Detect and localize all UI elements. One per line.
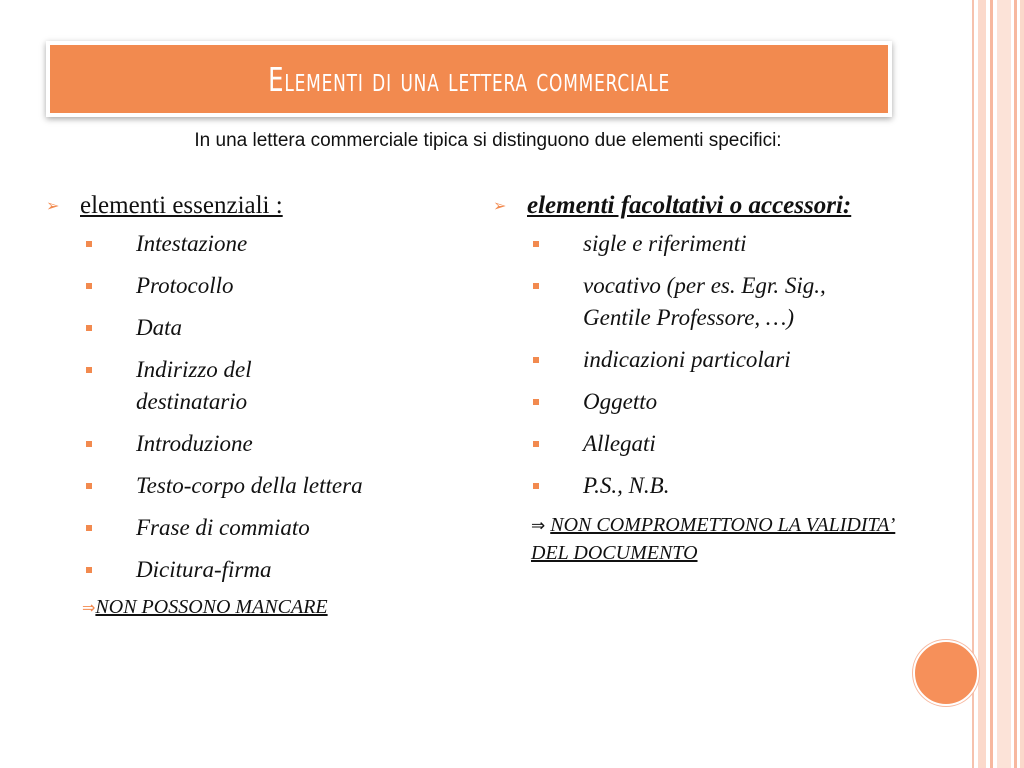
optional-elements-column — [493, 190, 896, 567]
list-item — [493, 470, 893, 502]
stripe — [1020, 0, 1024, 768]
square-bullet-icon — [86, 567, 92, 573]
list-item — [46, 512, 456, 544]
list-item — [46, 270, 456, 302]
optional-heading: elementi facoltativi o accessori: — [527, 192, 852, 219]
list-item — [493, 228, 893, 260]
list-item-text: sigle e riferimenti — [583, 231, 747, 256]
square-bullet-icon — [533, 483, 539, 489]
square-bullet-icon — [86, 283, 92, 289]
list-item-text: P.S., N.B. — [583, 473, 670, 498]
square-bullet-icon — [533, 283, 539, 289]
list-item — [493, 428, 893, 460]
list-item-text: Testo-corpo della lettera — [136, 473, 363, 498]
slide-title: Elementi di una lettera commerciale — [268, 59, 670, 99]
slide-subtitle: In una lettera commerciale tipica si distinguono due elementi specifici: — [194, 130, 782, 151]
square-bullet-icon — [86, 441, 92, 447]
optional-note — [531, 512, 911, 567]
implies-arrow-icon: ⇒ — [531, 516, 546, 536]
square-bullet-icon — [86, 525, 92, 531]
list-item — [493, 386, 893, 418]
square-bullet-icon — [86, 367, 92, 373]
essential-note-text: NON POSSONO MANCARE — [95, 596, 328, 618]
essential-heading: elementi essenziali : — [80, 192, 283, 219]
implies-arrow-icon: ⇒ — [82, 598, 96, 617]
arrow-bullet-icon: ➢ — [493, 196, 507, 215]
list-item — [493, 270, 893, 334]
list-item-text: Indirizzo del destinatario — [136, 357, 252, 414]
decorative-stripes — [972, 0, 1024, 768]
list-item-text: indicazioni particolari — [583, 347, 791, 372]
list-item-text: Oggetto — [583, 389, 658, 414]
list-item — [46, 428, 456, 460]
stripe — [978, 0, 986, 768]
list-item-text: Dicitura-firma — [136, 557, 272, 582]
list-item — [46, 354, 456, 418]
stripe — [1014, 0, 1017, 768]
list-item — [46, 554, 456, 586]
list-item-text: Intestazione — [136, 231, 248, 256]
optional-list — [493, 228, 893, 502]
list-item-text: vocativo (per es. Egr. Sig., Gentile Professore, …) — [583, 273, 826, 330]
square-bullet-icon — [86, 483, 92, 489]
list-item-text: Allegati — [583, 431, 656, 456]
essential-heading-row — [46, 190, 456, 222]
square-bullet-icon — [533, 241, 539, 247]
stripe — [997, 0, 1011, 768]
list-item-text: Introduzione — [136, 431, 253, 456]
square-bullet-icon — [86, 241, 92, 247]
square-bullet-icon — [533, 399, 539, 405]
arrow-bullet-icon: ➢ — [46, 196, 60, 215]
square-bullet-icon — [533, 441, 539, 447]
list-item — [46, 312, 456, 344]
square-bullet-icon — [533, 357, 539, 363]
list-item-text: Data — [136, 315, 182, 340]
list-item — [493, 344, 893, 376]
optional-note-text: NON COMPROMETTONO LA VALIDITA’ DEL DOCUMENTO — [531, 514, 896, 564]
title-banner — [46, 41, 892, 117]
essential-list — [46, 228, 456, 586]
list-item-text: Frase di commiato — [136, 515, 310, 540]
stripe — [990, 0, 993, 768]
square-bullet-icon — [86, 325, 92, 331]
optional-heading-row — [493, 190, 893, 222]
list-item-text: Protocollo — [136, 273, 234, 298]
list-item — [46, 228, 456, 260]
essential-elements-column — [46, 190, 456, 619]
list-item — [46, 470, 456, 502]
decorative-circle — [913, 640, 979, 706]
essential-note — [82, 596, 456, 619]
